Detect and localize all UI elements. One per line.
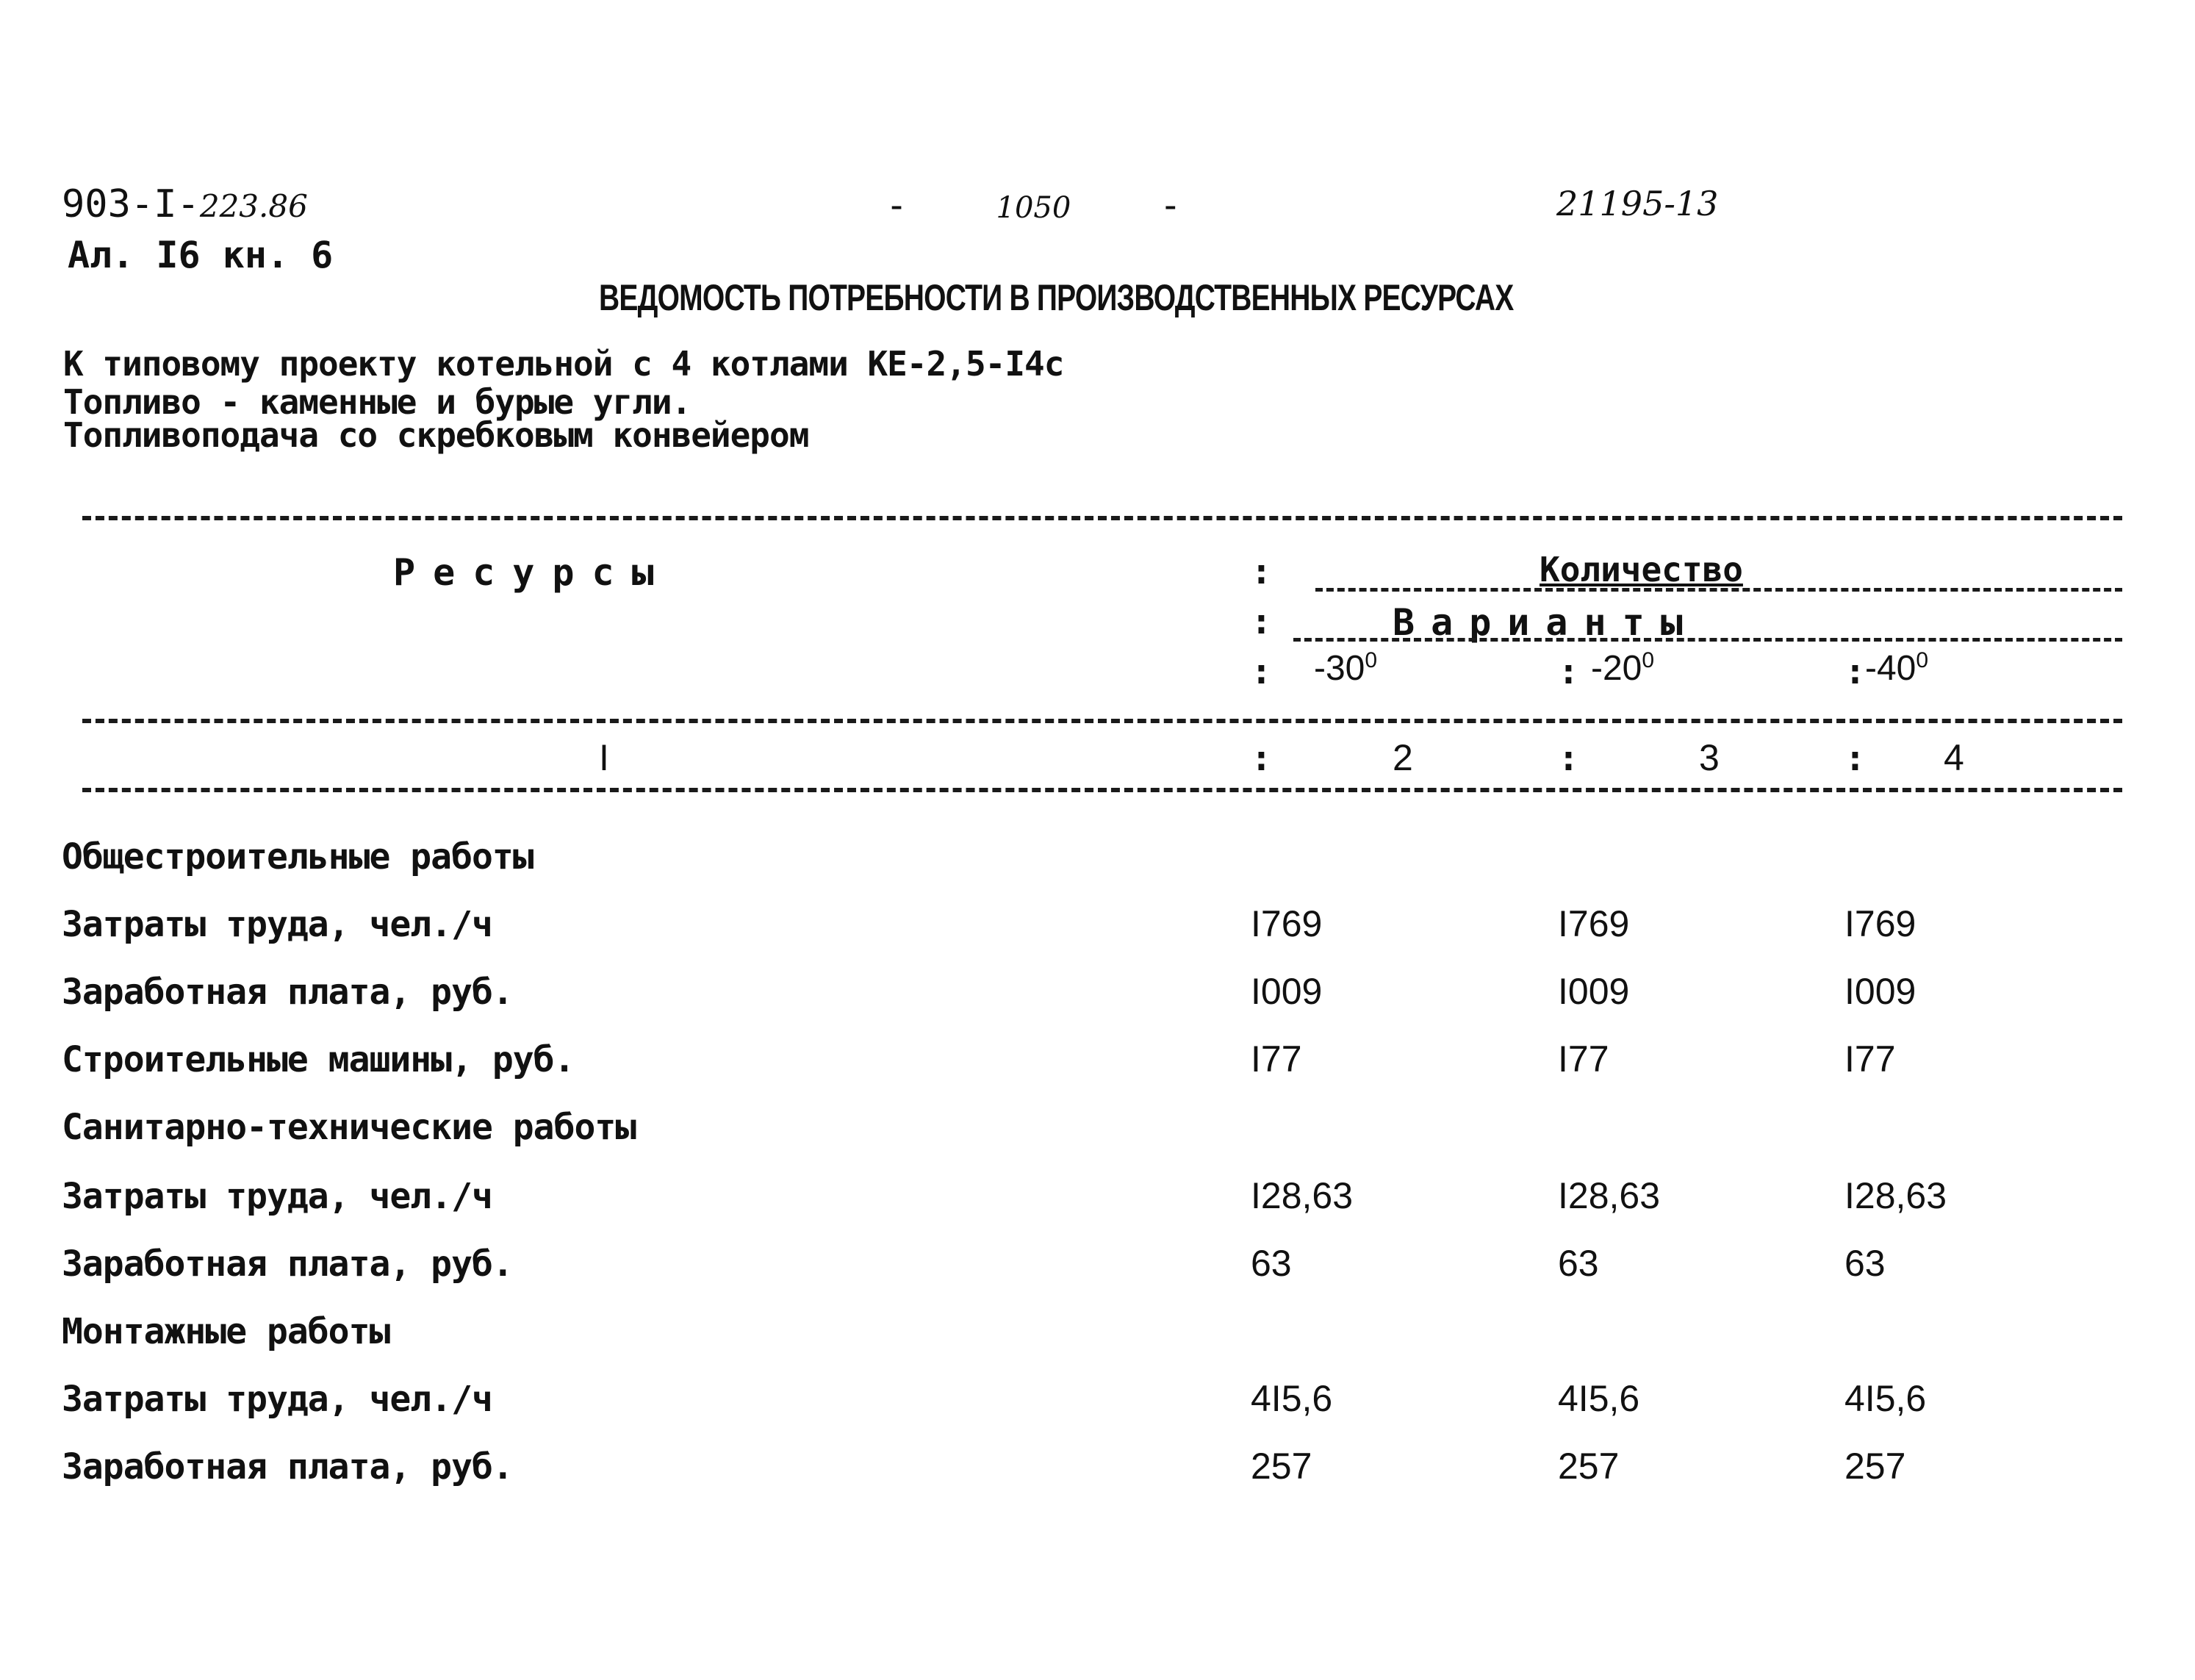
- row-value-variant-2: I009: [1558, 971, 1630, 1012]
- page-number: [885, 184, 1182, 226]
- variant-header-1: [1314, 648, 1377, 689]
- section-title: Санитарно-технические работы: [62, 1107, 636, 1148]
- document-code-handwritten: 223.86: [199, 188, 308, 224]
- degree-mark: 0: [1642, 648, 1655, 672]
- row-value-variant-3: 63: [1844, 1243, 1886, 1284]
- document-code: [62, 182, 308, 226]
- row-value-variant-2: 4I5,6: [1558, 1378, 1640, 1419]
- variant-label: -40: [1865, 649, 1916, 688]
- row-value-variant-3: I769: [1844, 903, 1916, 944]
- row-value-variant-2: 257: [1558, 1446, 1620, 1487]
- column-number-separator: :: [1844, 738, 1866, 779]
- page-dash-left: -: [885, 184, 908, 226]
- row-value-variant-2: I28,63: [1558, 1175, 1661, 1216]
- row-value-variant-1: 63: [1251, 1243, 1292, 1284]
- header-separator: :: [1251, 651, 1272, 692]
- row-value-variant-2: 63: [1558, 1243, 1599, 1284]
- row-label: Строительные машины, руб.: [62, 1039, 575, 1080]
- degree-mark: 0: [1916, 648, 1929, 672]
- row-label: Заработная плата, руб.: [62, 972, 513, 1013]
- album-info: Ал. I6 кн. 6: [68, 234, 334, 276]
- page-title: ВЕДОМОСТЬ ПОТРЕБНОСТИ В ПРОИЗВОДСТВЕННЫХ РЕСУРСАХ: [599, 277, 1514, 318]
- document-code-printed: 903-I-: [62, 182, 200, 226]
- header-separator: :: [1251, 601, 1272, 642]
- row-value-variant-3: I28,63: [1844, 1175, 1947, 1216]
- header-separator: :: [1844, 651, 1866, 692]
- row-value-variant-1: 257: [1251, 1446, 1312, 1487]
- page-number-handwritten: 1050: [996, 191, 1071, 225]
- column-number-separator: :: [1251, 738, 1272, 779]
- column-number-2: 2: [1393, 737, 1413, 778]
- row-value-variant-3: 4I5,6: [1844, 1378, 1927, 1419]
- row-value-variant-3: 257: [1844, 1446, 1906, 1487]
- column-number-3: 3: [1699, 737, 1720, 778]
- row-value-variant-1: I009: [1251, 971, 1323, 1012]
- table-top-rule: [82, 516, 2122, 520]
- row-label: Заработная плата, руб.: [62, 1446, 513, 1487]
- quantity-underline: [1315, 588, 2122, 592]
- row-label: Затраты труда, чел./ч: [62, 1379, 492, 1420]
- column-header-variants: Варианты: [1393, 601, 1699, 644]
- column-number-top-rule: [82, 719, 2122, 723]
- column-number-4: 4: [1944, 737, 1964, 778]
- row-label: Затраты труда, чел./ч: [62, 1176, 492, 1217]
- column-number-1: I: [599, 737, 609, 778]
- section-title: Монтажные работы: [62, 1311, 390, 1352]
- variant-header-2: [1591, 648, 1654, 689]
- header-separator: :: [1251, 551, 1272, 592]
- column-number-bottom-rule: [82, 788, 2122, 792]
- row-value-variant-1: 4I5,6: [1251, 1378, 1333, 1419]
- row-label: Заработная плата, руб.: [62, 1243, 513, 1285]
- column-number-separator: :: [1558, 738, 1579, 779]
- page-dash-right: -: [1159, 184, 1182, 226]
- section-title: Общестроительные работы: [62, 836, 534, 877]
- subtitle-line-2: Топливо - каменные и бурые угли.: [63, 382, 691, 422]
- archive-number: 21195-13: [1556, 184, 1719, 223]
- degree-mark: 0: [1365, 648, 1378, 672]
- subtitle-line-3: Топливоподача со скребковым конвейером: [63, 415, 809, 455]
- row-value-variant-1: I28,63: [1251, 1175, 1354, 1216]
- row-value-variant-3: I009: [1844, 971, 1916, 1012]
- row-value-variant-2: I77: [1558, 1038, 1609, 1080]
- subtitle-line-1: К типовому проекту котельной с 4 котлами КЕ-2,5-I4с: [63, 344, 1064, 384]
- variant-label: -20: [1591, 649, 1642, 688]
- header-separator: :: [1558, 651, 1579, 692]
- row-value-variant-1: I77: [1251, 1038, 1302, 1080]
- variants-underline: [1293, 638, 2122, 642]
- row-value-variant-2: I769: [1558, 903, 1630, 944]
- column-header-resources: Ресурсы: [393, 551, 672, 594]
- column-header-quantity: Количество: [1540, 550, 1743, 589]
- row-label: Затраты труда, чел./ч: [62, 904, 492, 945]
- variant-label: -30: [1314, 649, 1365, 688]
- row-value-variant-1: I769: [1251, 903, 1323, 944]
- row-value-variant-3: I77: [1844, 1038, 1896, 1080]
- variant-header-3: [1865, 648, 1928, 689]
